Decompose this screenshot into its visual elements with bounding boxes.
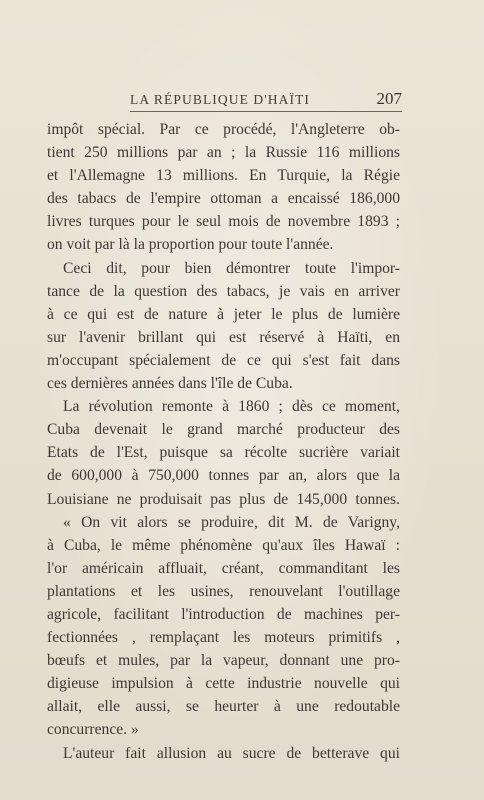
text-line: l'or américain affluait, créant, commanditant les <box>47 559 400 577</box>
text-line: impôt spécial. Par ce procédé, l'Angleterre ob- <box>47 121 400 138</box>
page-number: 207 <box>376 89 402 108</box>
paragraph-first-line: La révolution remonte à 1860 ; dès ce moment, <box>63 398 400 416</box>
text-line: fectionnées , remplaçant les moteurs primitifs , <box>47 629 400 647</box>
text-line: on voit par là la proportion pour toute l'année. <box>47 236 334 254</box>
text-line: ces dernières années dans l'île de Cuba. <box>47 375 293 393</box>
text-line: tient 250 millions par an ; la Russie 116 millions <box>47 144 400 162</box>
text-line: Cuba devenait le grand marché producteur des <box>47 421 400 439</box>
text-line: plantations et les usines, renouvelant l'outillage <box>47 582 400 600</box>
text-line: Etats de l'Est, puisque sa récolte sucrière variait <box>47 444 400 462</box>
text-line: et l'Allemagne 13 millions. En Turquie, la Régie <box>47 167 400 185</box>
text-line: à ce qui est de nature à jeter le plus de lumière <box>47 305 400 323</box>
text-line: sur l'avenir brillant qui est réservé à Haïti, en <box>47 328 400 346</box>
text-line: digieuse impulsion à cette industrie nouvelle qui <box>47 675 400 693</box>
page-header <box>130 89 402 111</box>
paragraph-first-line: « On vit alors se produire, dit M. de Varigny, <box>63 513 400 531</box>
text-line: agricole, facilitant l'introduction de machines per- <box>47 605 400 623</box>
running-title: LA RÉPUBLIQUE D'HAÏTI <box>130 92 311 107</box>
text-line: livres turques pour le seul mois de novembre 1893 ; <box>47 213 400 231</box>
text-line: concurrence. » <box>47 721 139 739</box>
text-line: de 600,000 à 750,000 tonnes par an, alors que la <box>47 467 400 485</box>
paragraph-first-line: L'auteur fait allusion au sucre de betterave qui <box>63 744 400 762</box>
text-line: des tabacs de l'empire ottoman a encaissé 186,000 <box>47 190 400 208</box>
text-line: m'occupant spécialement de ce qui s'est fait dans <box>47 351 400 369</box>
text-line: allait, elle aussi, se heurter à une redoutable <box>47 698 400 716</box>
paragraph-first-line: Ceci dit, pour bien démontrer toute l'impor- <box>63 259 400 277</box>
body-text <box>47 118 400 765</box>
text-line: à Cuba, le même phénomène qu'aux îles Hawaï : <box>47 536 400 554</box>
text-line: Louisiane ne produisait pas plus de 145,000 tonnes. <box>47 490 400 508</box>
text-line: bœufs et mules, par la vapeur, donnant une pro- <box>47 652 400 670</box>
header-rule <box>130 111 402 112</box>
text-line: tance de la question des tabacs, je vais en arriver <box>47 282 400 300</box>
